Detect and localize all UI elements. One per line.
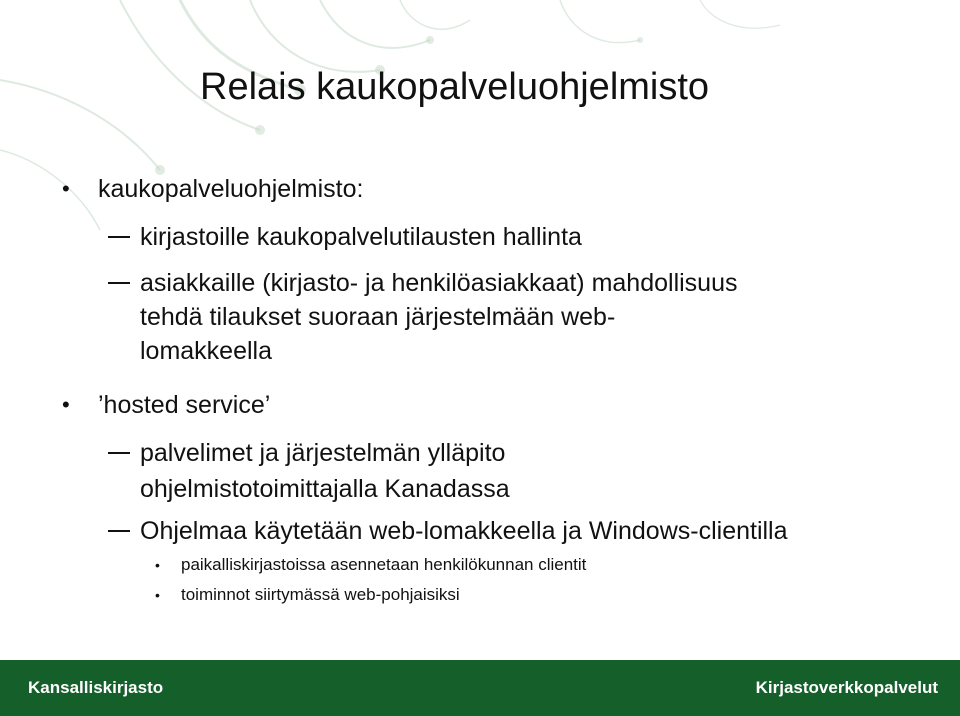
bullet-text: kaukopalveluohjelmisto: bbox=[98, 175, 364, 203]
dash-icon bbox=[108, 530, 130, 532]
sub-bullet-text: asiakkaille (kirjasto- ja henkilöasiakkaat) mahdollisuus bbox=[140, 269, 738, 297]
bullet-dot-icon: • bbox=[155, 587, 160, 603]
dash-icon bbox=[108, 236, 130, 238]
bullet-dot-icon: • bbox=[155, 557, 160, 573]
sub-bullet-text: kirjastoille kaukopalvelutilausten hallinta bbox=[140, 223, 582, 251]
sub-bullet-text: lomakkeella bbox=[140, 337, 273, 365]
sub-sub-bullet-text: toiminnot siirtymässä web-pohjaisiksi bbox=[181, 585, 460, 604]
kansalliskirjasto-logo: Kansalliskirjasto bbox=[28, 678, 164, 697]
sub-bullet-text: ohjelmistotoimittajalla Kanadassa bbox=[140, 475, 510, 503]
bullet-dot-icon: • bbox=[62, 392, 70, 417]
footer-bar bbox=[0, 660, 960, 716]
kirjastoverkkopalvelut-logo: Kirjastoverkkopalvelut bbox=[755, 678, 938, 697]
dash-icon bbox=[108, 282, 130, 284]
sub-bullet-text: tehdä tilaukset suoraan järjestelmään web- bbox=[140, 303, 616, 331]
sub-bullet-text: palvelimet ja järjestelmän ylläpito bbox=[140, 439, 506, 467]
dash-icon bbox=[108, 452, 130, 454]
sub-bullet-text: Ohjelmaa käytetään web-lomakkeella ja Windows-clientilla bbox=[140, 517, 788, 545]
slide-title: Relais kaukopalveluohjelmisto bbox=[200, 66, 710, 108]
bullet-text: ’hosted service’ bbox=[98, 391, 271, 419]
bullet-dot-icon: • bbox=[62, 176, 70, 201]
sub-sub-bullet-text: paikalliskirjastoissa asennetaan henkilökunnan clientit bbox=[181, 555, 587, 574]
